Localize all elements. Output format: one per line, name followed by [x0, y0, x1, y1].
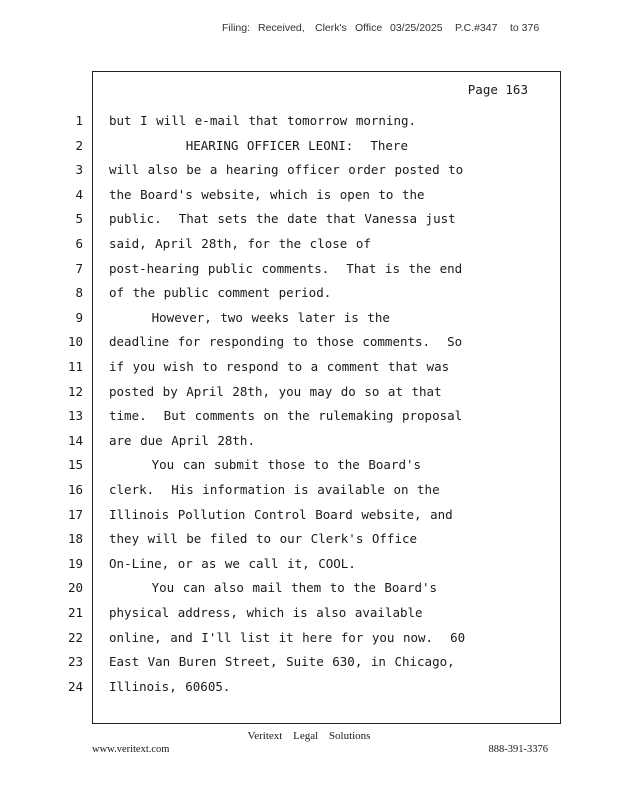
transcript-line: On-Line, or as we call it, COOL. — [109, 556, 356, 571]
line-number: 20 — [67, 580, 83, 595]
line-number: 7 — [75, 261, 83, 276]
transcript-line: deadline for responding to those comments. So — [109, 334, 463, 349]
line-number: 8 — [75, 285, 83, 300]
line-number: 21 — [67, 605, 83, 620]
line-number: 2 — [75, 138, 83, 153]
line-number: 15 — [67, 457, 83, 472]
footer-company-word-2: Legal — [293, 730, 319, 742]
line-number: 12 — [67, 384, 83, 399]
pc-range-end: to 376 — [510, 22, 540, 34]
transcript-line: post-hearing public comments. That is the end — [109, 261, 463, 276]
transcript-line: said, April 28th, for the close of — [109, 236, 371, 251]
line-number: 6 — [75, 236, 83, 251]
line-number: 17 — [67, 507, 83, 522]
footer-company-word-1: Veritext — [247, 730, 283, 742]
filing-label: Filing: — [222, 22, 251, 34]
footer-company-word-3: Solutions — [328, 730, 371, 742]
line-number: 9 — [75, 310, 83, 325]
line-number: 13 — [67, 408, 83, 423]
transcript-line: time. But comments on the rulemaking proposal — [109, 408, 463, 423]
received-label: Received, — [258, 22, 305, 34]
line-number: 3 — [75, 162, 83, 177]
line-number: 14 — [67, 433, 83, 448]
footer-phone: 888-391-3376 — [488, 744, 548, 755]
transcript-line: public. That sets the date that Vanessa just — [109, 211, 456, 226]
line-number: 22 — [67, 630, 83, 645]
line-number: 24 — [67, 679, 83, 694]
transcript-line: will also be a hearing officer order posted to — [109, 162, 464, 177]
transcript-line: online, and I'll list it here for you now. 60 — [109, 630, 466, 645]
transcript-line: but I will e-mail that tomorrow morning. — [109, 113, 417, 128]
line-number: 10 — [67, 334, 83, 349]
transcript-line: if you wish to respond to a comment that was — [109, 359, 450, 374]
transcript-line: However, two weeks later is the — [109, 310, 390, 325]
line-number: 16 — [67, 482, 83, 497]
line-number: 19 — [67, 556, 83, 571]
transcript-line: HEARING OFFICER LEONI: There — [109, 138, 408, 153]
footer-company — [0, 730, 618, 742]
line-number: 23 — [67, 654, 83, 669]
filing-date: 03/25/2025 — [390, 22, 443, 34]
transcript-line: the Board's website, which is open to the — [109, 187, 425, 202]
transcript-line: physical address, which is also available — [109, 605, 423, 620]
transcript-line: You can also mail them to the Board's — [109, 580, 438, 595]
pc-number: P.C.#347 — [455, 22, 498, 34]
transcript-line: are due April 28th. — [109, 433, 255, 448]
clerk-label: Clerk's — [315, 22, 347, 34]
line-number: 11 — [67, 359, 83, 374]
office-label: Office — [355, 22, 383, 34]
line-number: 18 — [67, 531, 83, 546]
transcript-line: posted by April 28th, you may do so at that — [109, 384, 442, 399]
transcript-line: they will be filed to our Clerk's Office — [109, 531, 418, 546]
line-number: 4 — [75, 187, 83, 202]
line-number: 5 — [75, 211, 83, 226]
transcript-line: clerk. His information is available on the — [109, 482, 440, 497]
transcript-line: Illinois, 60605. — [109, 679, 231, 694]
line-number: 1 — [75, 113, 83, 128]
transcript-line: East Van Buren Street, Suite 630, in Chicago, — [109, 654, 455, 669]
page-number: Page 163 — [467, 82, 528, 97]
transcript-line: You can submit those to the Board's — [109, 457, 422, 472]
transcript-line: Illinois Pollution Control Board website, and — [109, 507, 453, 522]
transcript-line: of the public comment period. — [109, 285, 332, 300]
footer-website: www.veritext.com — [92, 744, 170, 755]
